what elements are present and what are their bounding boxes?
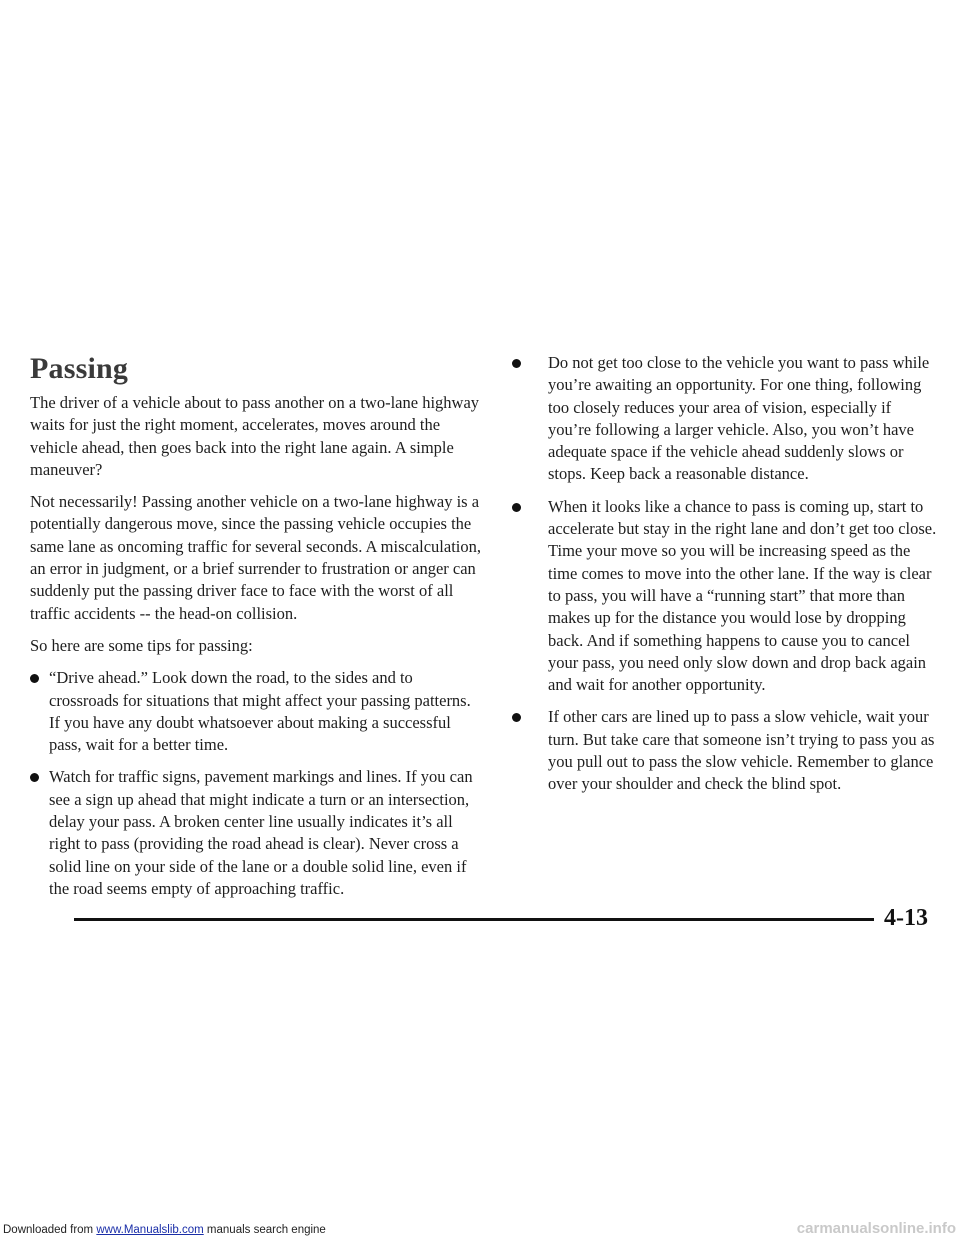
manualslib-link[interactable]: www.Manualslib.com	[96, 1224, 204, 1236]
list-item	[512, 496, 937, 697]
section-title: Passing	[30, 352, 129, 385]
list-item	[512, 706, 937, 795]
bullet-icon	[512, 359, 521, 368]
left-column	[30, 352, 482, 910]
tip-text: If other cars are lined up to pass a slow vehicle, wait your turn. But take care that someone isn’t trying to pass you as you pull out to pass the slow vehicle. Remember to glance over your shoulder and check the blind spot.	[548, 707, 935, 794]
tip-text: Watch for traffic signs, pavement markings and lines. If you can see a sign up ahead that might indicate a turn or an intersection, delay your pass. A broken center line usually indicates it’s all right to pass (providing the road ahead is clear). Never cross a solid line on your side of the lane or a double solid line, even if the road seems empty of approaching traffic.	[49, 767, 473, 898]
footer-prefix: Downloaded from	[3, 1224, 94, 1236]
bullet-icon	[512, 503, 521, 512]
bullet-icon	[512, 713, 521, 722]
list-item	[30, 766, 482, 900]
intro-paragraph-1: The driver of a vehicle about to pass another on a two-lane highway waits for just the right moment, accelerates, moves around the vehicle ahead, then goes back into the right lane again. A simple maneuver?	[30, 393, 480, 479]
footer-suffix: manuals search engine	[206, 1224, 326, 1236]
footer-divider	[74, 918, 874, 921]
right-tips-list	[512, 352, 937, 796]
tip-text: “Drive ahead.” Look down the road, to the sides and to crossroads for situations that might affect your passing patterns. If you have any doubt whatsoever about making a successful pass, wait for a better time.	[49, 668, 471, 755]
tip-text: When it looks like a chance to pass is coming up, start to accelerate but stay in the right lane and don’t get too close. Time your move so you will be increasing speed as the time comes to move into the other lane. If the way is clear to pass, you will have a “running start” that more than makes up for the distance you would lose by dropping back. And if something happens to cause you to cancel your pass, you need only slow down and drop back again and wait for another opportunity.	[548, 496, 937, 695]
watermark-logo: carmanualsonline.info	[796, 1220, 956, 1237]
bullet-icon	[30, 674, 39, 683]
intro-paragraph-2: Not necessarily! Passing another vehicle on a two-lane highway is a potentially dangerous move, since the passing vehicle occupies the same lane as oncoming traffic for several seconds. A miscalculation, an error in judgment, or a brief surrender to frustration or anger can suddenly put the passing driver face to face with the worst of all traffic accidents -- the head-on collision.	[30, 492, 482, 623]
tip-text: Do not get too close to the vehicle you want to pass while you’re awaiting an opportunity. For one thing, following too closely reduces your area of vision, especially if you’re following a larger vehicle. Also, you won’t have adequate space if the vehicle ahead suddenly slows or stops. Keep back a reasonable distance.	[548, 353, 930, 484]
bullet-icon	[30, 773, 39, 782]
left-tips-list	[30, 667, 482, 900]
list-item	[512, 352, 937, 486]
page-number: 4-13	[884, 905, 928, 931]
list-item	[30, 667, 482, 756]
download-footer	[3, 1224, 326, 1236]
intro-paragraph-3: So here are some tips for passing:	[30, 635, 253, 655]
right-column	[512, 352, 937, 806]
